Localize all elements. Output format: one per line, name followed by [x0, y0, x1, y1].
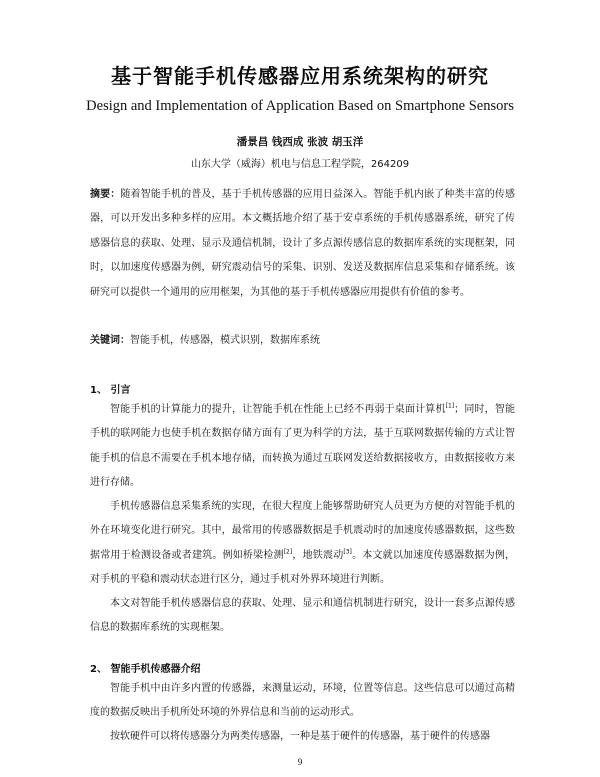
keywords	[90, 329, 515, 353]
paragraph-text: 智能手机的计算能力的提升，让智能手机在性能上已经不再弱于桌面计算机	[110, 404, 446, 415]
abstract-label: 摘要：	[90, 189, 121, 200]
paragraph-text: 手机传感器信息采集系统的实现，在很大程度上能够帮助研究人员更为方便的对智能手机的外在环境变化进行研究。其中，最常用的传感器数据是手机震动时的加速度传感器数据，这些数据常用于检测设备或者建筑。例如桥梁检测	[90, 501, 515, 561]
section-1-paragraph-2	[90, 495, 515, 593]
section-1-paragraph-3: 本文对智能手机传感器信息的获取、处理、显示和通信机制进行研究，设计一套多点源传感信息的数据库系统的实现框架。	[90, 598, 515, 634]
keywords-text: 智能手机，传感器，模式识别，数据库系统	[130, 335, 320, 346]
paragraph-text: ，地铁震动	[292, 549, 344, 561]
paragraph-text: ；同时，智能手机的联网能力也使手机在数据存储方面有了更为科学的方法，基于互联网数据传输的方式让智能手机的信息不需要在手机本地存储，而转换为通过互联网发送给数据接收方，由数据接收方来进行存储。	[90, 404, 516, 489]
citation-ref-1: [1]	[445, 402, 455, 410]
section-2-paragraph-1: 智能手机中由许多内置的传感器，来测量运动，环境，位置等信息。这些信息可以通过高精度的数据反映出手机所处环境的外界信息和当前的运动形式。	[90, 683, 515, 719]
section-1-paragraph-1	[90, 398, 515, 496]
keywords-label: 关键词：	[90, 335, 130, 346]
paragraph-text: 。本文就以加速度传感器数据为例，对手机的平稳和震动状态进行区分，通过手机对外界环境进行判断。	[90, 549, 516, 586]
citation-ref-2: [2]	[283, 548, 293, 556]
section-2-paragraph-2: 按软硬件可以将传感器分为两类传感器，一种是基于硬件的传感器，基于硬件的传感器	[110, 731, 490, 742]
affiliation: 山东大学（威海）机电与信息工程学院，264209	[190, 159, 410, 170]
citation-ref-3: [3]	[343, 548, 352, 556]
section-1-heading: 1、 引言	[90, 385, 131, 396]
author-list: 潘景昌 钱西成 张波 胡玉洋	[236, 136, 364, 148]
paper-subtitle-english: Design and Implementation of Application Based on Smartphone Sensors	[86, 98, 514, 114]
abstract	[90, 183, 515, 305]
section-2-heading: 2、 智能手机传感器介绍	[90, 664, 201, 675]
paper-title: 基于智能手机传感器应用系统架构的研究	[111, 64, 489, 88]
page-number: 9	[297, 757, 303, 767]
abstract-text: 随着智能手机的普及，基于手机传感器的应用日益深入。智能手机内嵌了种类丰富的传感器，可以开发出多种多样的应用。本文概括地介绍了基于安卓系统的手机传感器系统，研究了传感器信息的获取、处理、显示及通信机制，设计了多点源传感信息的数据库系统的实现框架，同时，以加速度传感器为例，研究震动信号的采集、识别、发送及数据库信息采集和存储系统。该研究可以提供一个通用的应用框架，为其他的基于手机传感器应用提供有价值的参考。	[90, 189, 516, 298]
